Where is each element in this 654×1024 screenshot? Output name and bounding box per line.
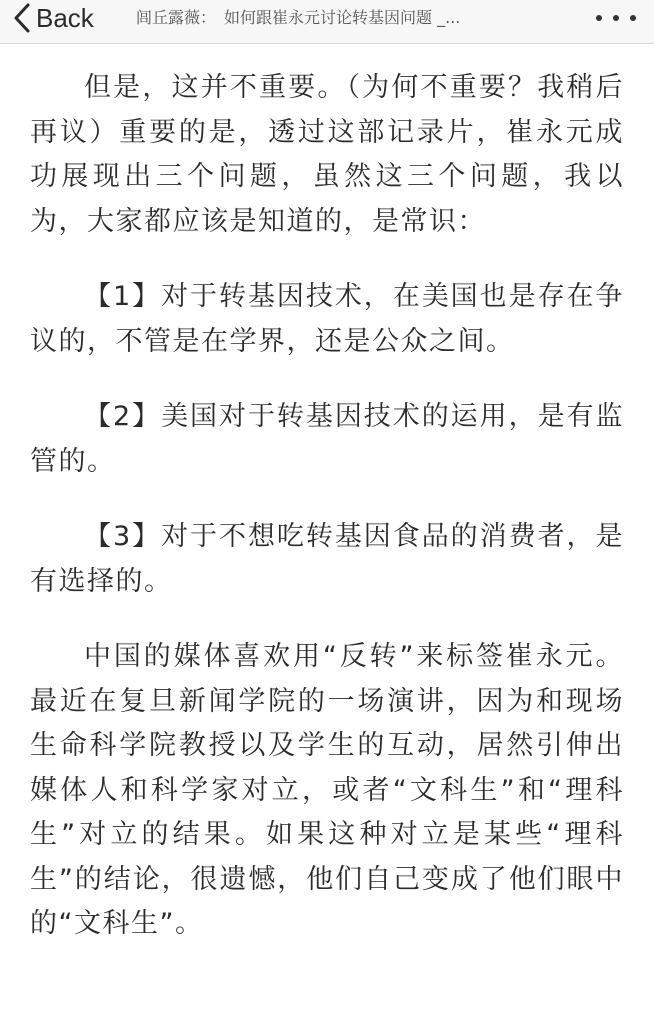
ellipsis-dot [630, 15, 636, 21]
article-body [30, 66, 624, 947]
ellipsis-dot [613, 15, 619, 21]
paragraph-media: 中国的媒体喜欢用“反转”来标签崔永元。最近在复旦新闻学院的一场演讲，因为和现场生命科学院教授以及学生的互动，居然引伸出媒体人和科学家对立，或者“文科生”和“理科生”对立的结果。如果这种对立是某些“理科生”的结论，很遗憾，他们自己变成了他们眼中的“文科生”。 [30, 641, 624, 939]
ellipsis-horizontal-icon [596, 15, 602, 21]
author-name: 闾丘露薇： [136, 8, 217, 27]
article-title: 如何跟崔永元讨论转基因问题 _... [224, 8, 461, 27]
back-label: Back [36, 3, 94, 33]
paragraph-intro: 但是，这并不重要。（为何不重要？我稍后再议）重要的是，透过这部记录片，崔永元成功展现出三个问题，虽然这三个问题，我以为，大家都应该是知道的，是常识： [30, 72, 624, 237]
more-options-button[interactable] [596, 6, 636, 30]
navigation-bar [0, 0, 654, 44]
back-button[interactable] [12, 0, 94, 36]
paragraph-point-2: 【2】美国对于转基因技术的运用，是有监管的。 [30, 401, 624, 477]
paragraph-point-1: 【1】对于转基因技术，在美国也是存在争议的，不管是在学界，还是公众之间。 [30, 281, 624, 357]
paragraph-point-3: 【3】对于不想吃转基因食品的消费者，是有选择的。 [30, 521, 624, 597]
page-title [136, 0, 536, 36]
chevron-left-icon [12, 3, 32, 33]
